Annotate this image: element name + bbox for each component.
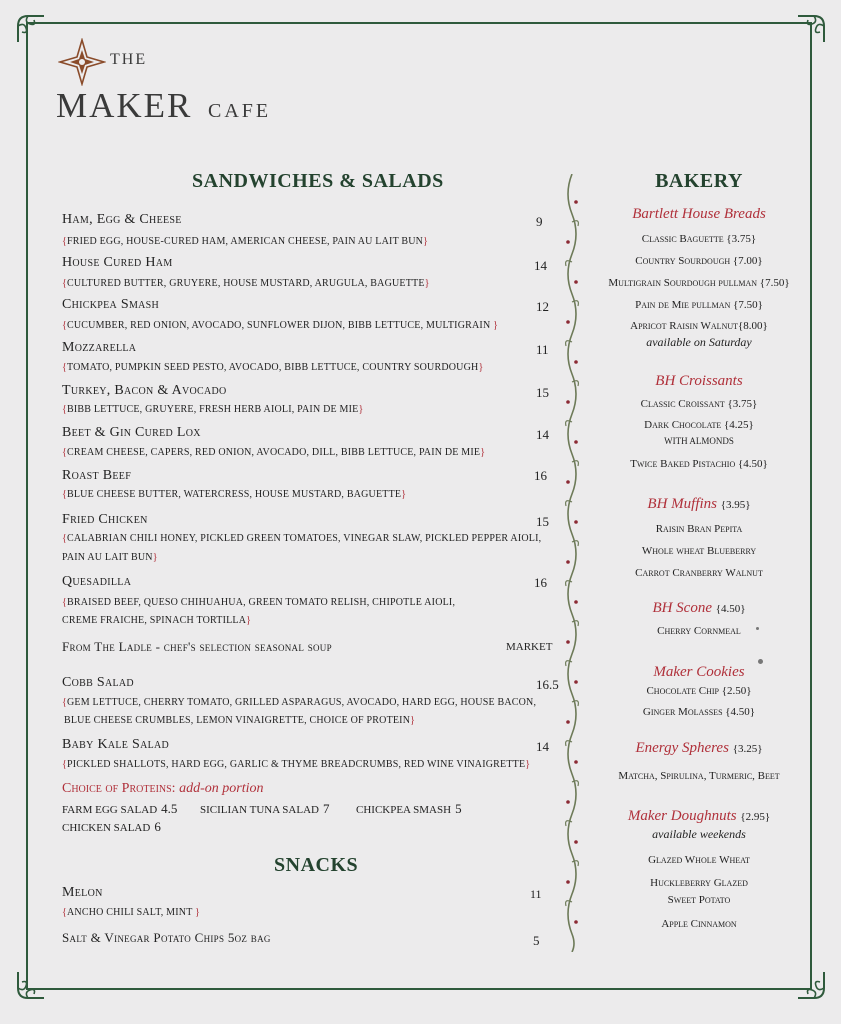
menu-item-desc: PAIN AU LAIT BUN} [62,552,158,563]
menu-item-name: Cobb Salad [62,675,134,690]
menu-item-name: Chickpea Smash [62,297,160,312]
menu-item-name: From The Ladle - chef's selection seasonal soup [62,639,332,654]
menu-item-price: 16 [534,468,547,483]
menu-item-desc: BLUE CHEESE CRUMBLES, LEMON VINAIGRETTE, CHOICE OF PROTEIN} [64,715,416,726]
menu-item-price: 14 [536,427,549,442]
bakery-item: Matcha, Spirulina, Turmeric, Beet [618,770,780,782]
menu-item-desc: {ANCHO CHILI SALT, MINT } [62,907,201,918]
vine-divider-icon [560,174,584,952]
bakery-item: Ginger Molasses {4.50} [642,706,756,718]
menu-item-desc: {CREAM CHEESE, CAPERS, RED ONION, AVOCADO, DILL, BIBB LETTUCE, PAIN DE MIE} [62,447,486,458]
proteins-title: Choice of Proteins: add-on portion [62,781,264,796]
bakery-note: WITH ALMONDS [664,436,734,446]
menu-item-desc: {BRAISED BEEF, QUESO CHIHUAHUA, GREEN TOMATO RELISH, CHIPOTLE AIOLI, [62,597,456,608]
bakery-item: Cherry Cornmeal [657,625,741,637]
brand-cafe: CAFE [208,100,272,122]
bakery-item: Classic Baguette {3.75} [641,233,757,245]
menu-item-desc: {CULTURED BUTTER, GRUYERE, HOUSE MUSTARD, ARUGULA, BAGUETTE} [62,278,430,289]
sandwiches-heading: SANDWICHES & SALADS [192,170,444,192]
corner-flourish-icon [794,12,828,46]
protein-option: FARM EGG SALAD 4.5 [62,801,178,816]
menu-item-price: 14 [534,258,547,273]
menu-item-name: Baby Kale Salad [62,737,170,752]
bakery-group-title: BH Croissants [655,373,743,389]
bakery-note: available on Saturday [646,335,752,349]
menu-item-price: 16 [534,575,547,590]
protein-option: SICILIAN TUNA SALAD 7 [200,801,330,816]
bakery-item: Sweet Potato [667,894,731,906]
bakery-heading: BAKERY [655,170,743,192]
menu-item-price: 15 [536,385,549,400]
paper-speck [756,627,759,630]
bakery-item: Raisin Bran Pepita [655,523,743,535]
corner-flourish-icon [14,12,48,46]
menu-item-name: Fried Chicken [62,512,148,527]
bakery-item: Classic Croissant {3.75} [640,398,758,410]
corner-flourish-icon [794,968,828,1002]
menu-item-name: Mozzarella [62,340,137,355]
bakery-item: Huckleberry Glazed [650,877,748,889]
menu-item-price: 12 [536,299,549,314]
menu-item-price: 5 [533,933,540,948]
menu-item-desc: {BLUE CHEESE BUTTER, WATERCRESS, HOUSE MUSTARD, BAGUETTE} [62,489,407,500]
bakery-item: Glazed Whole Wheat [648,854,750,866]
menu-item-desc: {BIBB LETTUCE, GRUYERE, FRESH HERB AIOLI, PAIN DE MIE} [62,404,364,415]
menu-item-name: Roast Beef [62,468,132,483]
bakery-group-title: Maker Doughnuts {2.95} [627,808,771,824]
bakery-item: Chocolate Chip {2.50} [646,685,752,697]
bakery-group-title: Maker Cookies [653,664,745,680]
protein-option: CHICKEN SALAD 6 [62,819,161,834]
menu-item-name: Quesadilla [62,574,132,589]
bakery-item: Twice Baked Pistachio {4.50} [630,458,768,470]
bakery-item: Dark Chocolate {4.25} [644,419,754,431]
menu-item-name: Salt & Vinegar Potato Chips 5oz bag [62,930,271,945]
menu-item-desc: {CALABRIAN CHILI HONEY, PICKLED GREEN TOMATOES, VINEGAR SLAW, PICKLED PEPPER AIOLI, [62,533,542,544]
bakery-item: Country Sourdough {7.00} [635,255,763,267]
bakery-item: Multigrain Sourdough pullman {7.50} [608,277,790,289]
menu-item-desc: {TOMATO, PUMPKIN SEED PESTO, AVOCADO, BIBB LETTUCE, COUNTRY SOURDOUGH} [62,362,484,373]
menu-item-name: Beet & Gin Cured Lox [62,425,201,440]
menu-item-desc: {CUCUMBER, RED ONION, AVOCADO, SUNFLOWER DIJON, BIBB LETTUCE, MULTIGRAIN } [62,320,499,331]
bakery-group-title: BH Scone {4.50} [652,600,746,616]
menu-item-name: Melon [62,885,103,900]
brand-the: THE [110,51,148,68]
menu-item-price: 11 [530,887,542,901]
menu-item-desc: {FRIED EGG, HOUSE-CURED HAM, AMERICAN CHEESE, PAIN AU LAIT BUN} [62,236,429,247]
menu-item-name: Turkey, Bacon & Avocado [62,383,227,398]
menu-item-name: House Cured Ham [62,255,173,270]
menu-item-name: Ham, Egg & Cheese [62,212,182,227]
menu-item-price: 9 [536,214,543,229]
menu-item-price: 11 [536,342,549,357]
menu-item-desc: {GEM LETTUCE, CHERRY TOMATO, GRILLED ASPARAGUS, AVOCADO, HARD EGG, HOUSE BACON, [62,697,537,708]
compass-star-icon [58,38,106,86]
menu-item-price: 14 [536,739,549,754]
brand-maker: MAKER [56,86,193,125]
bakery-group-title: Energy Spheres {3.25} [635,740,763,756]
menu-item-price: MARKET [506,641,553,653]
corner-flourish-icon [14,968,48,1002]
menu-item-price: 16.5 [536,677,559,692]
bakery-group-title: BH Muffins {3.95} [647,496,751,512]
bakery-item: Pain de Mie pullman {7.50} [635,299,763,311]
bakery-group-title: Bartlett House Breads [632,206,766,222]
protein-option: CHICKPEA SMASH 5 [356,801,462,816]
menu-item-price: 15 [536,514,549,529]
bakery-item: Whole wheat Blueberry [641,545,757,557]
bakery-note: available weekends [652,827,746,841]
menu-item-desc: {PICKLED SHALLOTS, HARD EGG, GARLIC & THYME BREADCRUMBS, RED WINE VINAIGRETTE} [62,759,531,770]
menu-item-desc: CREME FRAICHE, SPINACH TORTILLA} [62,615,252,626]
bakery-item: Apricot Raisin Walnut{8.00} [630,320,768,332]
snacks-heading: SNACKS [274,854,359,876]
bakery-item: Carrot Cranberry Walnut [635,567,763,579]
paper-speck [758,659,763,664]
bakery-item: Apple Cinnamon [661,918,737,930]
